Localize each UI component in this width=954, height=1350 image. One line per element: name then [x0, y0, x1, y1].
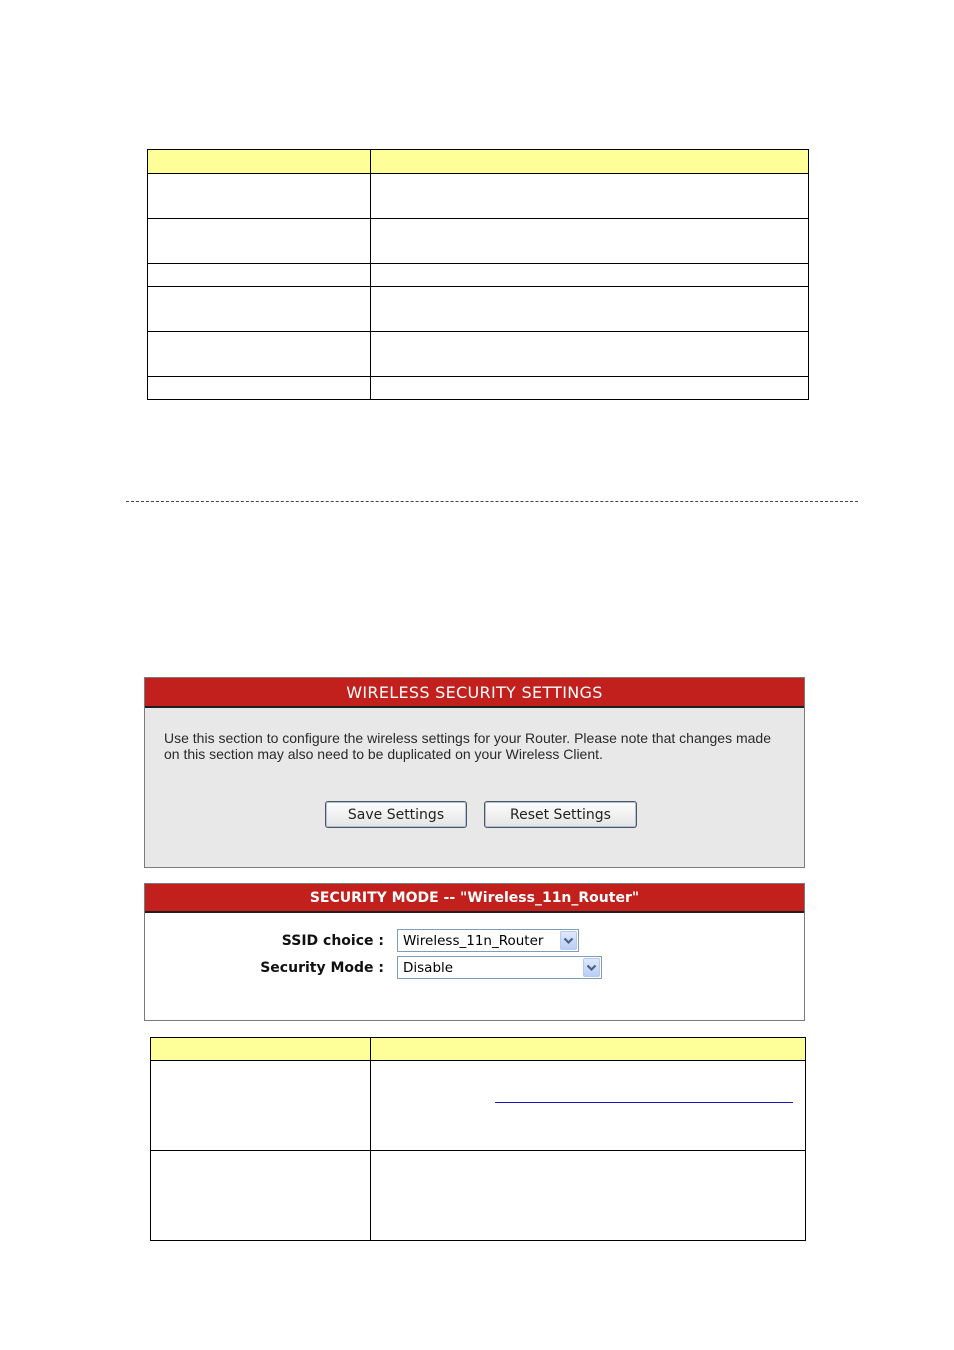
- table-cell: [148, 174, 371, 219]
- table-header-row: [148, 150, 809, 174]
- top-table: [147, 149, 809, 400]
- panel-title: SECURITY MODE -- "Wireless_11n_Router": [145, 884, 804, 913]
- table-row: [148, 287, 809, 332]
- panel-title: WIRELESS SECURITY SETTINGS: [145, 678, 804, 708]
- table-cell: [371, 1061, 806, 1151]
- table-cell: [371, 377, 809, 400]
- table-cell: [371, 264, 809, 287]
- table-cell: [371, 287, 809, 332]
- section-divider: [126, 501, 858, 502]
- table-cell: [148, 219, 371, 264]
- table-row: [148, 332, 809, 377]
- hyperlink-underline[interactable]: [495, 1102, 793, 1103]
- ssid-choice-value: Wireless_11n_Router: [403, 933, 544, 949]
- table-row: [148, 377, 809, 400]
- table-cell: [148, 332, 371, 377]
- table-cell: [151, 1061, 371, 1151]
- header-cell-description: [371, 150, 809, 174]
- reset-settings-button[interactable]: Reset Settings: [484, 801, 637, 828]
- header-cell-description: [371, 1038, 806, 1061]
- table-cell: [371, 174, 809, 219]
- security-mode-select[interactable]: [397, 956, 602, 979]
- table-row: [151, 1151, 806, 1241]
- security-mode-label: Security Mode :: [260, 960, 384, 976]
- chevron-down-icon-glyph: [561, 932, 576, 949]
- table-row: [148, 174, 809, 219]
- chevron-down-icon-glyph: [584, 959, 599, 976]
- bottom-table: [150, 1037, 806, 1241]
- table-cell: [371, 332, 809, 377]
- chevron-down-icon[interactable]: [560, 931, 577, 950]
- ssid-choice-select[interactable]: [397, 929, 579, 952]
- table-row: [151, 1061, 806, 1151]
- chevron-down-icon[interactable]: [583, 958, 600, 977]
- panel-description: Use this section to configure the wireless settings for your Router. Please note that changes made on this section may also need to be duplicated on your Wireless Client.: [164, 730, 771, 762]
- table-cell: [148, 377, 371, 400]
- header-cell-item: [151, 1038, 371, 1061]
- table-cell: [148, 287, 371, 332]
- header-cell-item: [148, 150, 371, 174]
- security-mode-value: Disable: [403, 960, 454, 976]
- save-settings-button[interactable]: Save Settings: [325, 801, 467, 828]
- table-header-row: [151, 1038, 806, 1061]
- table-cell: [151, 1151, 371, 1241]
- ssid-choice-label: SSID choice :: [281, 933, 384, 949]
- security-mode-panel: [144, 883, 805, 1021]
- table-row: [148, 219, 809, 264]
- table-cell: [371, 219, 809, 264]
- table-cell: [371, 1151, 806, 1241]
- wireless-security-settings-panel: [144, 677, 805, 868]
- table-row: [148, 264, 809, 287]
- table-cell: [148, 264, 371, 287]
